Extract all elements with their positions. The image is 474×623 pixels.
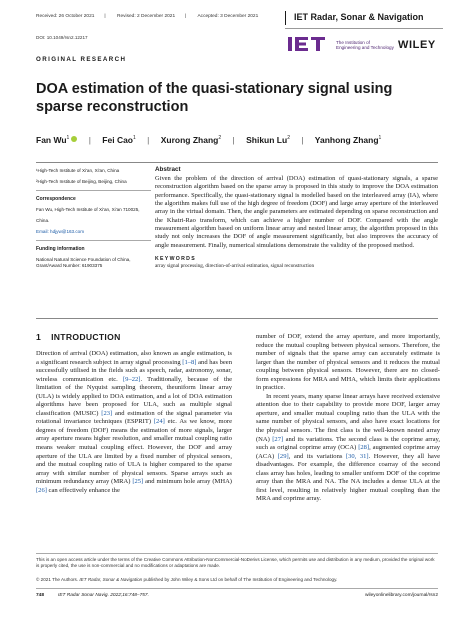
citation-link[interactable]: [28] (358, 444, 370, 452)
intro-right-column (256, 333, 440, 504)
journal-name[interactable]: IET Radar, Sonar & Navigation (294, 12, 424, 22)
citation-link[interactable]: [26] (36, 486, 47, 494)
paragraph: Direction of arrival (DOA) estimation, also known as angle estimation, is a significant research subject in array signal processing [1–8] and has been successfully utilised in the fields such as speech, radar, astronomy, sonar, wireless communication etc. [9–22]. Traditionally, because of the limitation of the Nyquist sampling theorem, theuniform linear array (ULA) is widely applied to DOA estimation, and a lot of DOA estimation algorithms have been proposed for ULA, such as multiple signal classification (MUSIC) [23] and estimation of the signal parameter via rotational invariance techniques (ESPRIT) [24] etc. As we know, more degrees of freedom (DOF) means the estimation of more signals, larger array aperture means higher resolution, and smaller mutual coupling ratio means weaker mutual coupling effect. However, the DOF and array aperture of the ULA are limited by a fixed number of physical sensors, and the mutual coupling ratio of ULA is higher compared to the sparse array with similar number of physical sensors. Sparse arrays such as minimum redundancy array (MRA) [25] and minimum hole array (MHA) [26] can effectively enhance the (36, 350, 233, 494)
journal-url[interactable]: wileyonlinelibrary.com/journal/rsn2 (365, 593, 438, 598)
funding-text: National Natural Science Foundation of China, Grant/Award Number: 61903375 (36, 257, 131, 268)
header-rule (285, 28, 443, 29)
correspondence-heading: Correspondence (36, 196, 76, 202)
citation-link[interactable]: [25] (132, 478, 144, 486)
citation-link[interactable]: [24] (153, 418, 165, 426)
citation-link[interactable]: [30, 31] (345, 452, 369, 460)
affiliation-1: ¹High-Tech Institute of Xi'an, Xi'an, China (36, 168, 120, 173)
wiley-logo: WILEY (398, 39, 436, 51)
article-title: DOA estimation of the quasi-stationary signal using sparse reconstruction (36, 81, 393, 115)
citation-link[interactable]: [23] (101, 409, 113, 417)
sep: | (185, 14, 187, 19)
citation-link[interactable]: [9–22] (122, 375, 141, 383)
divider (36, 240, 151, 241)
author[interactable]: Fei Cao$^1$ (102, 135, 136, 145)
iet-logo (288, 36, 334, 52)
divider (36, 588, 438, 589)
section-label: ORIGINAL RESEARCH (36, 56, 127, 63)
keywords-heading: KEYWORDS (155, 256, 196, 263)
sep: | (104, 14, 106, 19)
author-list: Fan Wu$^1$ | Fei Cao$^1$ | Xurong Zhang$^2$ | Shikun Lu$^2$ | Yanhong Zhang$^1$ (36, 135, 382, 145)
received-date: Received: 26 October 2021 (36, 14, 95, 19)
keywords-text: array signal processing, direction-of-arrival estimation, signal reconstruction (155, 263, 315, 270)
divider (36, 318, 438, 319)
license-notice: This is an open access article under the terms of the Creative Commons Attribution-NonCommercial-NoDerivs License, which permits use and distribution in any medium, provided the original work is properly cited, the use is non-commercial and no modifications or adaptations are made. (36, 557, 435, 568)
copyright-notice: © 2021 The Authors. IET Radar, Sonar & Navigation published by John Wiley & Sons Ltd on behalf of The Institution of Engineering and Technology. (36, 577, 338, 582)
author[interactable]: Xurong Zhang$^2$ (160, 135, 222, 145)
abstract-heading: Abstract (155, 166, 181, 173)
author[interactable]: Yanhong Zhang$^1$ (314, 135, 382, 145)
paragraph: In recent years, many sparse linear arrays have received extensive attention due to their capability to provide more DOF, larger array aperture, and smaller mutual coupling ratio than the ULA with the same number of physical sensors, and also have exact locations for the physical sensors. The first class is the well-known nested array (NA) [27] and its variations. The second class is the coprime array, such as original coprime array (OCA) [28], augmented coprime array (ACA) [29], and its variations [30, 31]. However, they all have disadvantages. For example, the difference coarray of the second class array has holes, leading to smaller uniform DOF of the coprime array than the MRA and NA. The NA includes a dense ULA at the first level, resulting in relatively higher mutual coupling than the MRA and coprime array. (256, 392, 441, 503)
revised-date: Revised: 2 December 2021 (117, 14, 176, 19)
citation-link[interactable]: [27] (272, 435, 284, 443)
divider (36, 553, 438, 554)
section-heading: 1 INTRODUCTION (36, 332, 121, 342)
author[interactable]: Fan Wu$^1$ (36, 135, 70, 145)
abstract-text: Given the problem of the direction of arrival (DOA) estimation of quasi-stationary signals, a sparse reconstruction algorithm based on the sparse array is proposed in this study to improve the DOA estimation performance. Specifically, the quasi-stationary signal is modelled based on the interleaved array (IA), where the algorithm makes full use of the high degree of freedom (DOF) and large array aperture of the interleaved array in the virtual domain. Then, the angle parameters are estimated depending on sparse reconstruction and the Khatri-Rao transform, which can achieve a higher number of DOF. Compared with the angle measurement algorithm based on uniform linear array and nested linear array, the algorithm proposed in this study not only increases the DOF of angle measurement significantly, but also improves the accuracy of angle measurement. Finally, numerical simulations demonstrate the validity of the proposed method. (155, 175, 438, 249)
intro-left-column (36, 350, 232, 495)
affiliations-column (36, 168, 151, 274)
footer-citation: IET Radar Sonar Navig. 2022;16:748–757. (58, 593, 149, 598)
abstract-section (155, 166, 438, 269)
paragraph: number of DOF, extend the array aperture, and more importantly, reduce the mutual coupling between physical sensors. Therefore, the number of signals that the sparse array can accurately estimate is larger than the number of physical sensors and it reduces the mutual coupling between physical sensors. However, there are no closed-form expressions for MRA and MHA, which limits their applications in practice. (256, 333, 440, 392)
publication-dates (36, 14, 268, 19)
citation-link[interactable]: [29] (277, 452, 289, 460)
affiliation-2: ²High-Tech Institute of Beijing, Beijing, China (36, 179, 127, 184)
citation-link[interactable]: [1–8] (182, 358, 197, 366)
correspondence-email[interactable]: Email: hdjyw@163.com (36, 229, 85, 234)
orcid-icon[interactable] (71, 136, 77, 142)
correspondence-text: Fan Wu, High-Tech Institute of Xi'an, Xi'an 710025, China. (36, 207, 140, 223)
divider (36, 190, 151, 191)
divider (36, 162, 438, 163)
page-number: 748 (36, 593, 45, 598)
accepted-date: Accepted: 3 December 2021 (197, 14, 259, 19)
doi[interactable]: DOI: 10.1049/rsn2.12217 (36, 35, 88, 40)
funding-heading: Funding information (36, 246, 85, 252)
author[interactable]: Shikun Lu$^2$ (246, 135, 290, 145)
iet-name: The Institution of Engineering and Technology (336, 40, 394, 51)
